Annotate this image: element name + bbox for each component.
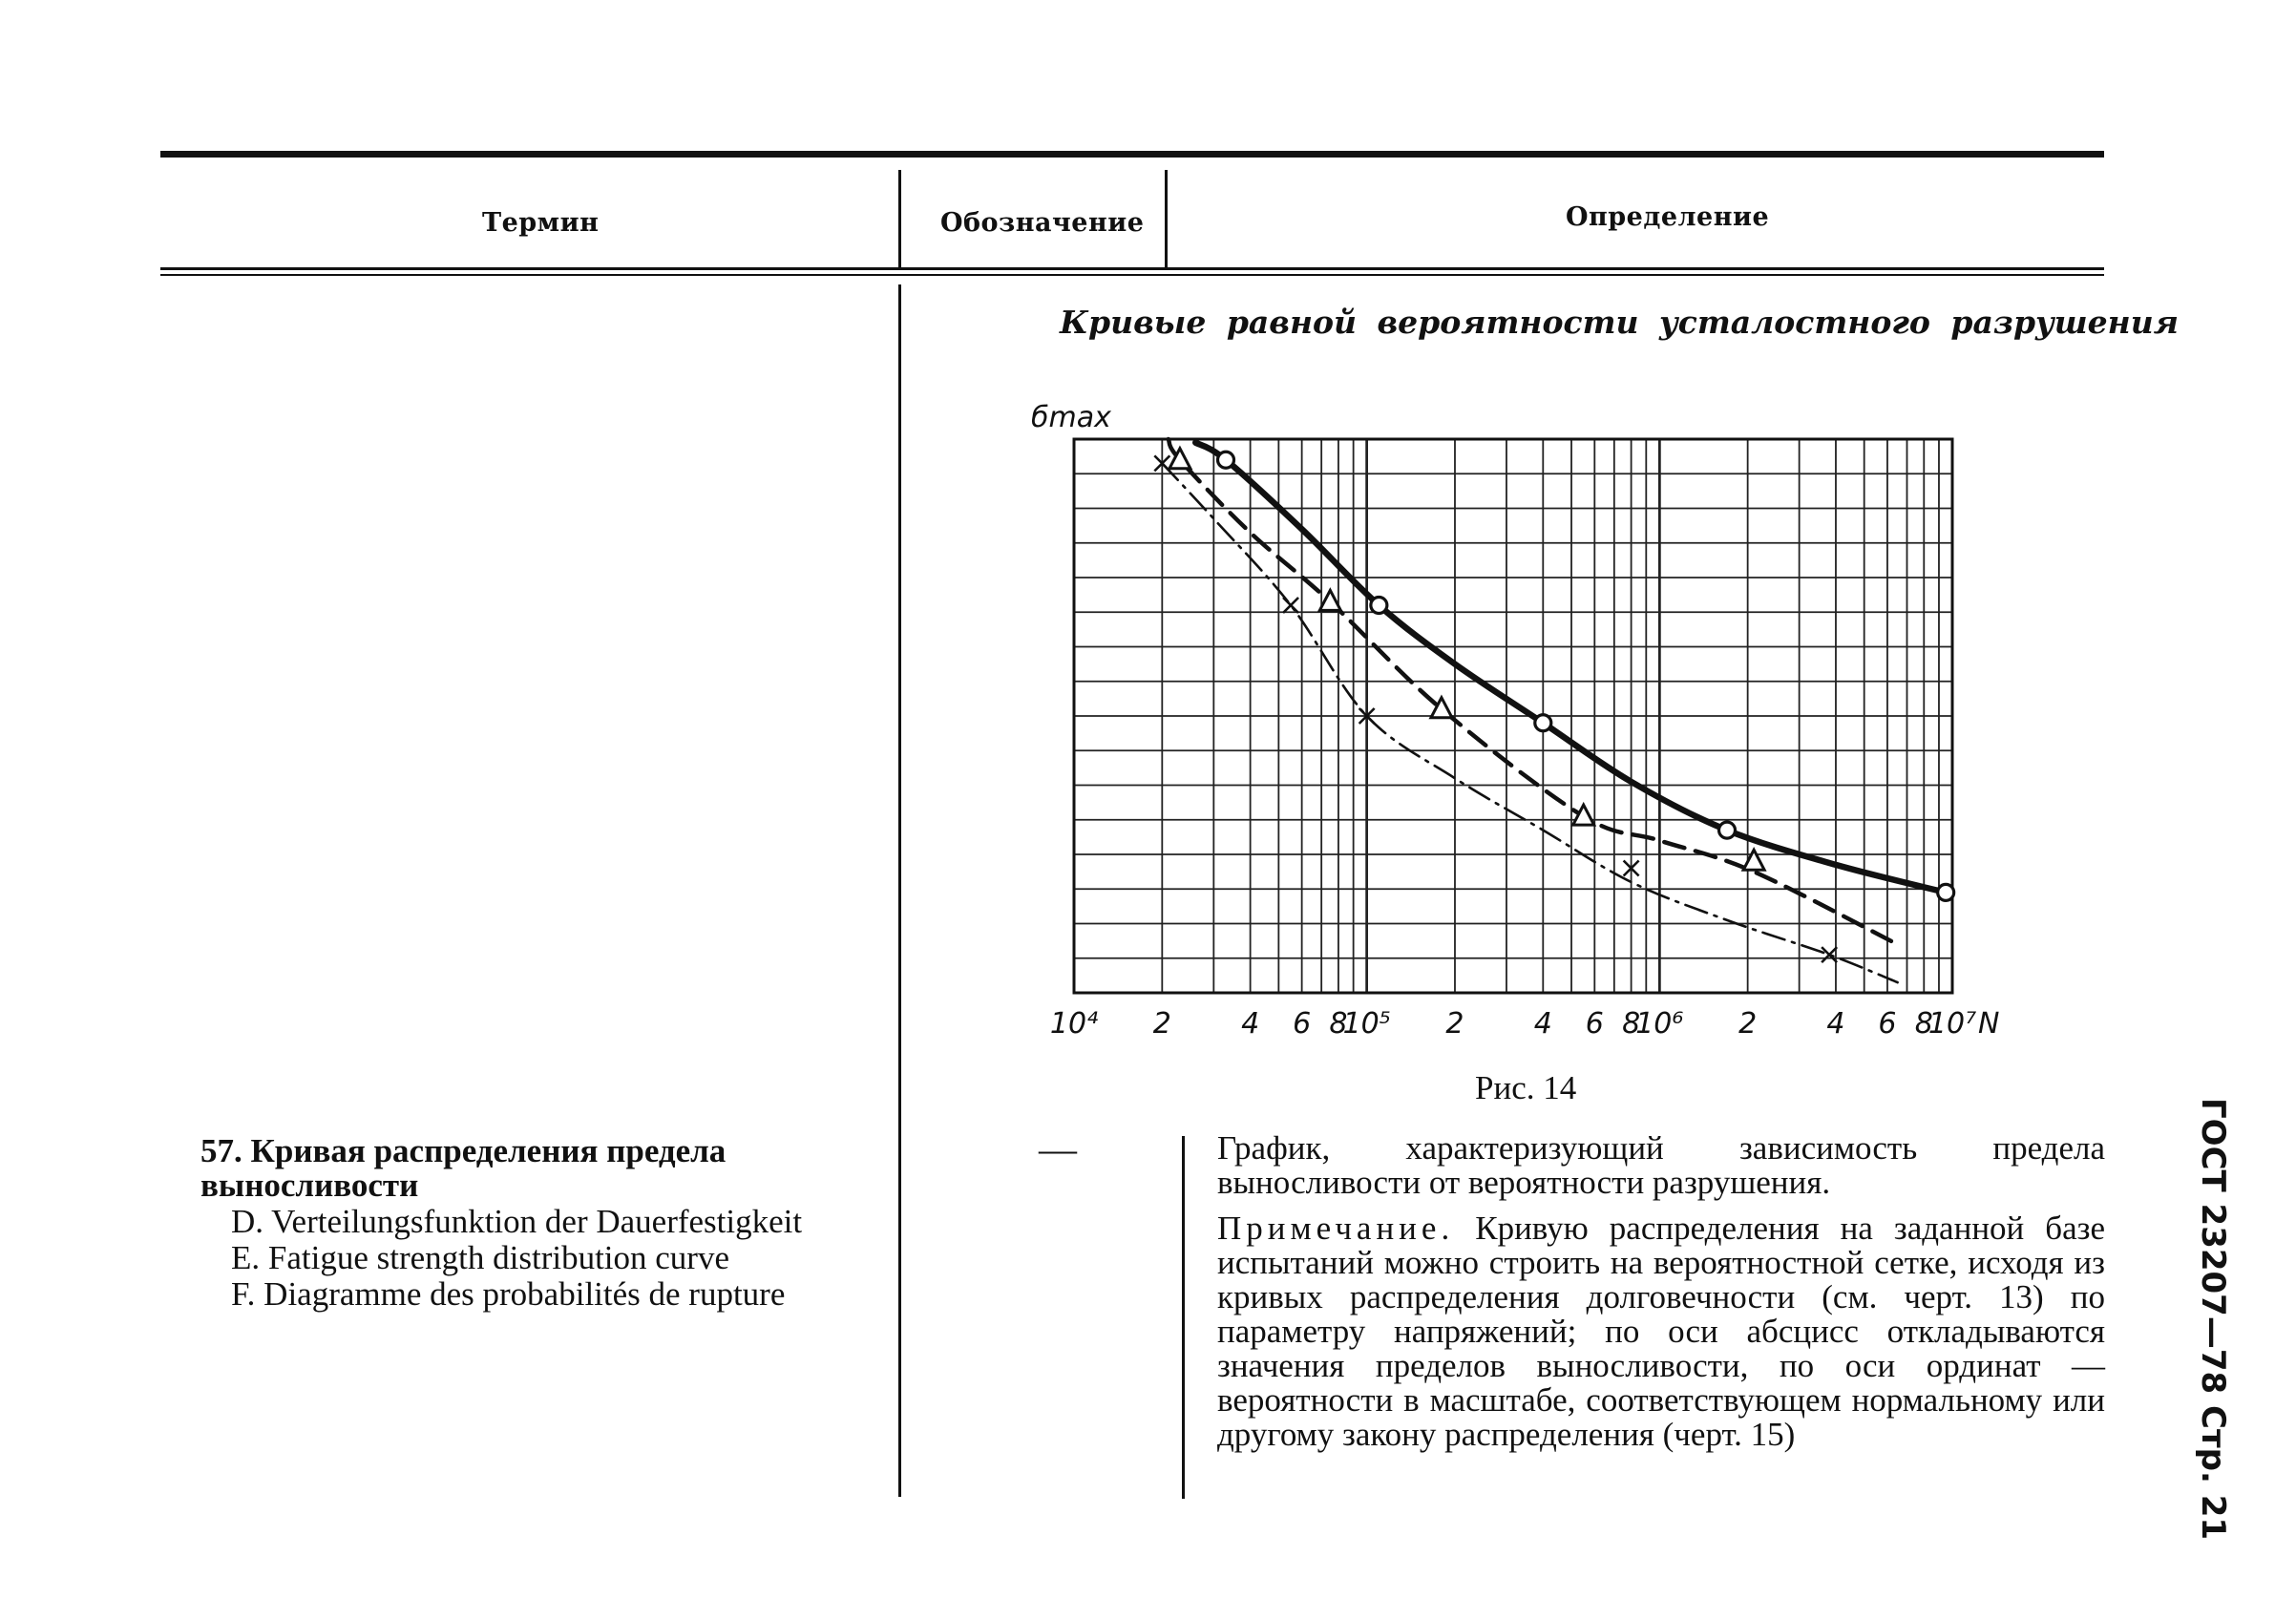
data-point-circle: [1719, 822, 1736, 838]
chart-title: Кривые равной вероятности усталостного разрушения: [1060, 304, 2179, 341]
note-body: Кривую распределения на заданной базе испытаний можно строить на вероятностной сетке, исходя из кривых распределения долговечности (см. черт. 13) по параметру напряжений; по оси абсцисс откладываются значения пределов выносливости, по оси ординат — вероятности в масштабе, соответствующем нормальному или другому закону распределения (черт. 15): [1217, 1210, 2105, 1453]
x-tick-label: 6: [1878, 1007, 1897, 1041]
y-axis-label: бmax: [1031, 401, 1111, 434]
term-title: 57. Кривая распределения предела выносливости: [200, 1132, 727, 1204]
note-head: Примечание.: [1217, 1210, 1455, 1247]
x-tick-label: 8: [1622, 1007, 1641, 1041]
x-tick-label: 2: [1445, 1007, 1464, 1041]
header-term: Термин: [482, 208, 600, 238]
header-symbol: Обозначение: [940, 208, 1145, 238]
series-line-dashed: [1169, 439, 1898, 944]
x-tick-label: 6: [1585, 1007, 1604, 1041]
x-tick-label: 2: [1152, 1007, 1171, 1041]
term-french: F. Diagramme des probabilités de rupture: [231, 1275, 786, 1313]
header-definition: Определение: [1566, 202, 1770, 232]
data-point-circle: [1371, 598, 1387, 614]
figure-caption: Рис. 14: [1475, 1069, 1577, 1106]
definition-text: График, характеризующий зависимость предела выносливости от вероятности разрушения.: [1217, 1129, 2105, 1201]
x-tick-label: 8: [1329, 1007, 1348, 1041]
x-tick-label: 10⁵: [1342, 1007, 1391, 1041]
data-point-triangle: [1573, 805, 1594, 825]
x-tick-label: 2: [1738, 1007, 1758, 1041]
data-point-circle: [1218, 452, 1234, 468]
data-point-circle: [1535, 715, 1551, 731]
x-tick-label: 10⁶: [1635, 1007, 1684, 1041]
symbol-dash: —: [1039, 1127, 1077, 1170]
data-point-cross: [1283, 598, 1298, 613]
page-code: [2177, 1098, 2243, 1541]
definition-block: [1217, 1131, 2105, 1463]
data-point-circle: [1938, 884, 1954, 900]
data-point-triangle: [1743, 850, 1764, 870]
x-tick-label: 10⁴: [1049, 1007, 1099, 1041]
term-entry: [200, 1134, 888, 1312]
x-tick-label: 8: [1914, 1007, 1933, 1041]
note-paragraph: [1217, 1211, 2105, 1452]
x-tick-label: 4: [1533, 1007, 1552, 1041]
data-point-cross: [1822, 947, 1837, 962]
series-line-dash-dot: [1162, 463, 1897, 982]
term-english: E. Fatigue strength distribution curve: [231, 1239, 729, 1276]
x-tick-label: 6: [1293, 1007, 1312, 1041]
x-axis-label: N: [1978, 1007, 2000, 1041]
page-code-text: ГОСТ 23207—78 Стр. 21: [2194, 1098, 2232, 1541]
x-tick-label: 10⁷: [1927, 1007, 1977, 1041]
term-german: D. Verteilungsfunktion der Dauerfestigkeit: [231, 1203, 803, 1240]
x-tick-label: 4: [1826, 1007, 1845, 1041]
x-tick-label: 4: [1241, 1007, 1260, 1041]
